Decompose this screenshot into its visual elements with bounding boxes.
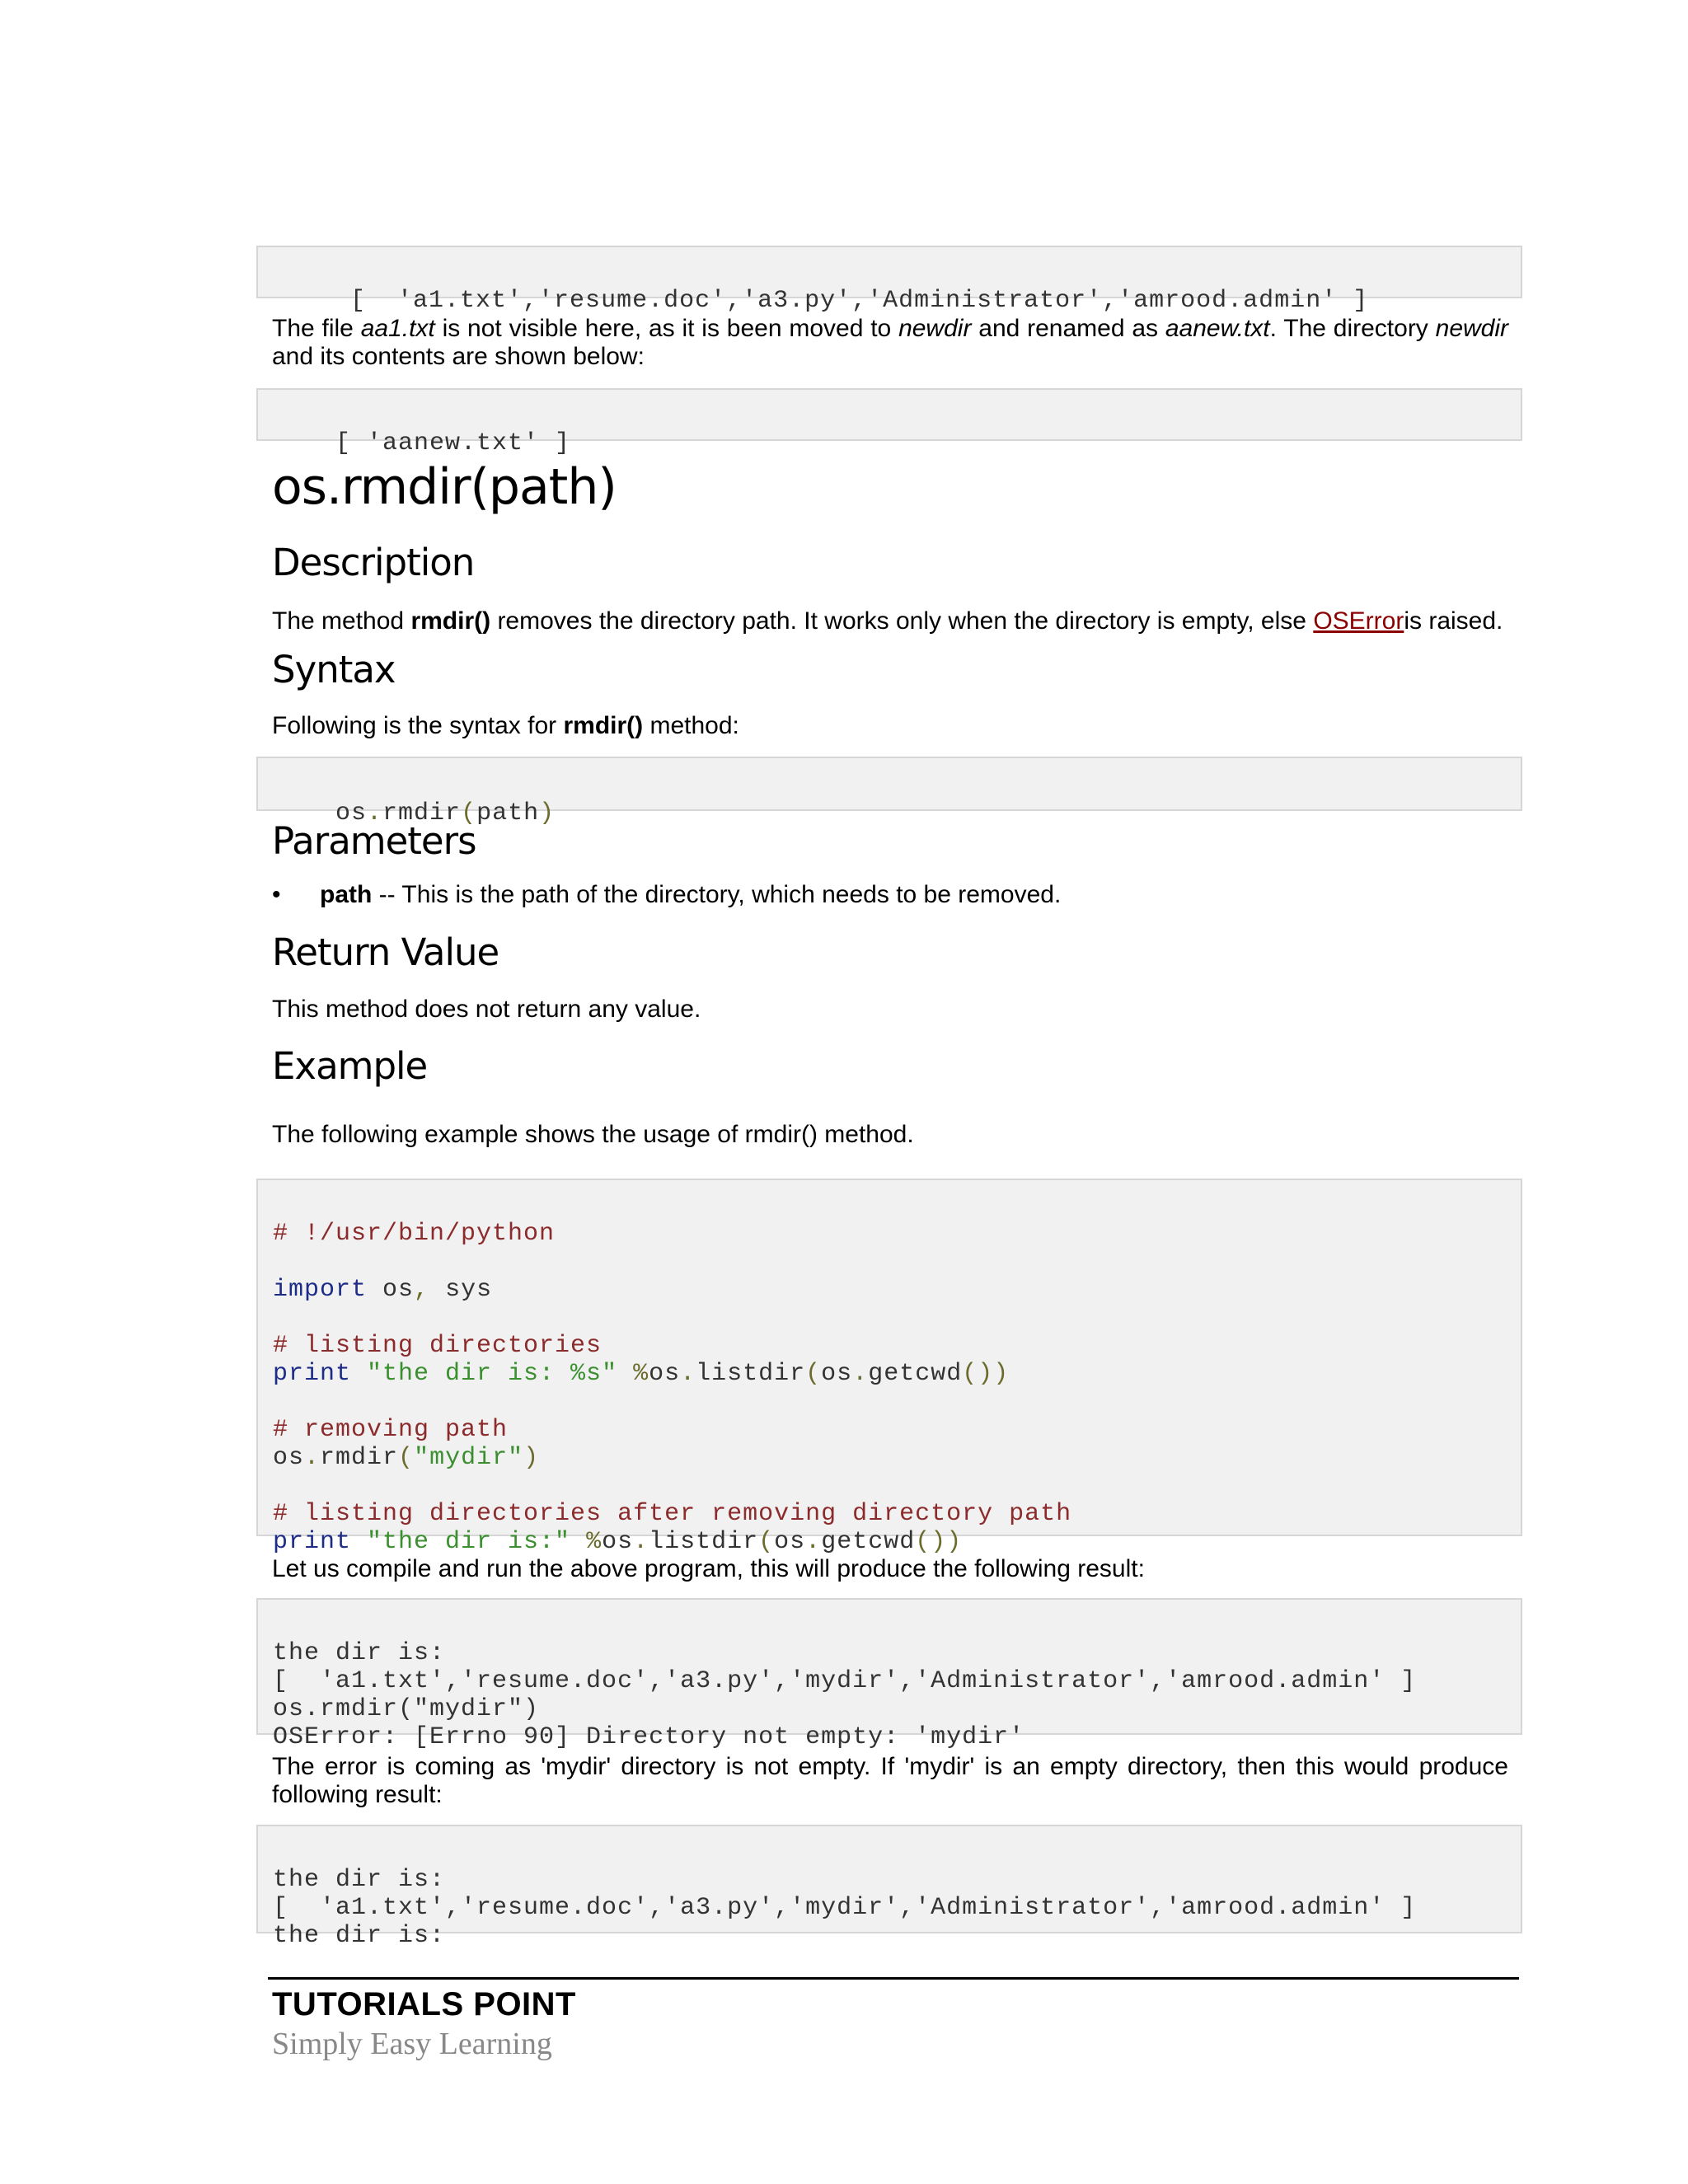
footer-tagline: Simply Easy Learning — [272, 2027, 552, 2061]
paragraph-file-moved: The file aa1.txt is not visible here, as it is been moved to newdir and renamed as aanew.txt. The directory newdir and its contents are shown below: — [272, 315, 1509, 370]
page-title: os.rmdir(path) — [272, 458, 617, 516]
section-heading-example: Example — [272, 1044, 428, 1088]
code-block-result-success: the dir is: [ 'a1.txt','resume.doc','a3.py','mydir','Administrator','amrood.admin' ] the dir is: — [256, 1825, 1522, 1933]
parameter-path: path -- This is the path of the directory, which needs to be removed. — [320, 881, 1062, 908]
code-block-listing-output — [256, 246, 1522, 315]
footer-brand: TUTORIALS POINT — [272, 1986, 576, 2022]
code-block-syntax: os.rmdir(path) — [256, 757, 1522, 811]
error-note: The error is coming as 'mydir' directory is not empty. If 'mydir' is an empty directory, then this would produce following result: — [272, 1753, 1508, 1808]
code-line: [ 'aanew.txt' ] — [335, 429, 571, 457]
code-block-result-error: the dir is: [ 'a1.txt','resume.doc','a3.py','mydir','Administrator','amrood.admin' ] os.rmdir("mydir") OSError: [Errno 90] Directory not empty: 'mydir' — [256, 1598, 1522, 1735]
oserror-link[interactable]: OSError — [1313, 607, 1404, 635]
section-heading-description: Description — [272, 541, 475, 584]
return-value-text: This method does not return any value. — [272, 996, 701, 1023]
bullet-icon: • — [272, 881, 281, 908]
syntax-intro: Following is the syntax for rmdir() method: — [272, 712, 739, 739]
description-text: The method rmdir() removes the directory path. It works only when the directory is empty, else OSErroris raised. — [272, 607, 1503, 635]
section-heading-syntax: Syntax — [272, 648, 396, 691]
section-heading-parameters: Parameters — [272, 819, 476, 863]
section-heading-return-value: Return Value — [272, 930, 499, 974]
example-intro: The following example shows the usage of rmdir() method. — [272, 1121, 914, 1148]
code-line: [ 'a1.txt','resume.doc','a3.py','Administrator','amrood.admin' ] — [350, 287, 1369, 315]
code-block-example: # !/usr/bin/python import os, sys # listing directories print "the dir is: %s" %os.listdir(os.getcwd()) # removing path os.rmdir("mydir") # listing directories after removing directory path print "the dir is:" %os.listdir(os.getcwd()) — [256, 1179, 1522, 1536]
footer-divider — [268, 1977, 1519, 1980]
result-intro: Let us compile and run the above program, this will produce the following result: — [272, 1555, 1145, 1582]
code-block-newdir-output — [256, 388, 1522, 457]
